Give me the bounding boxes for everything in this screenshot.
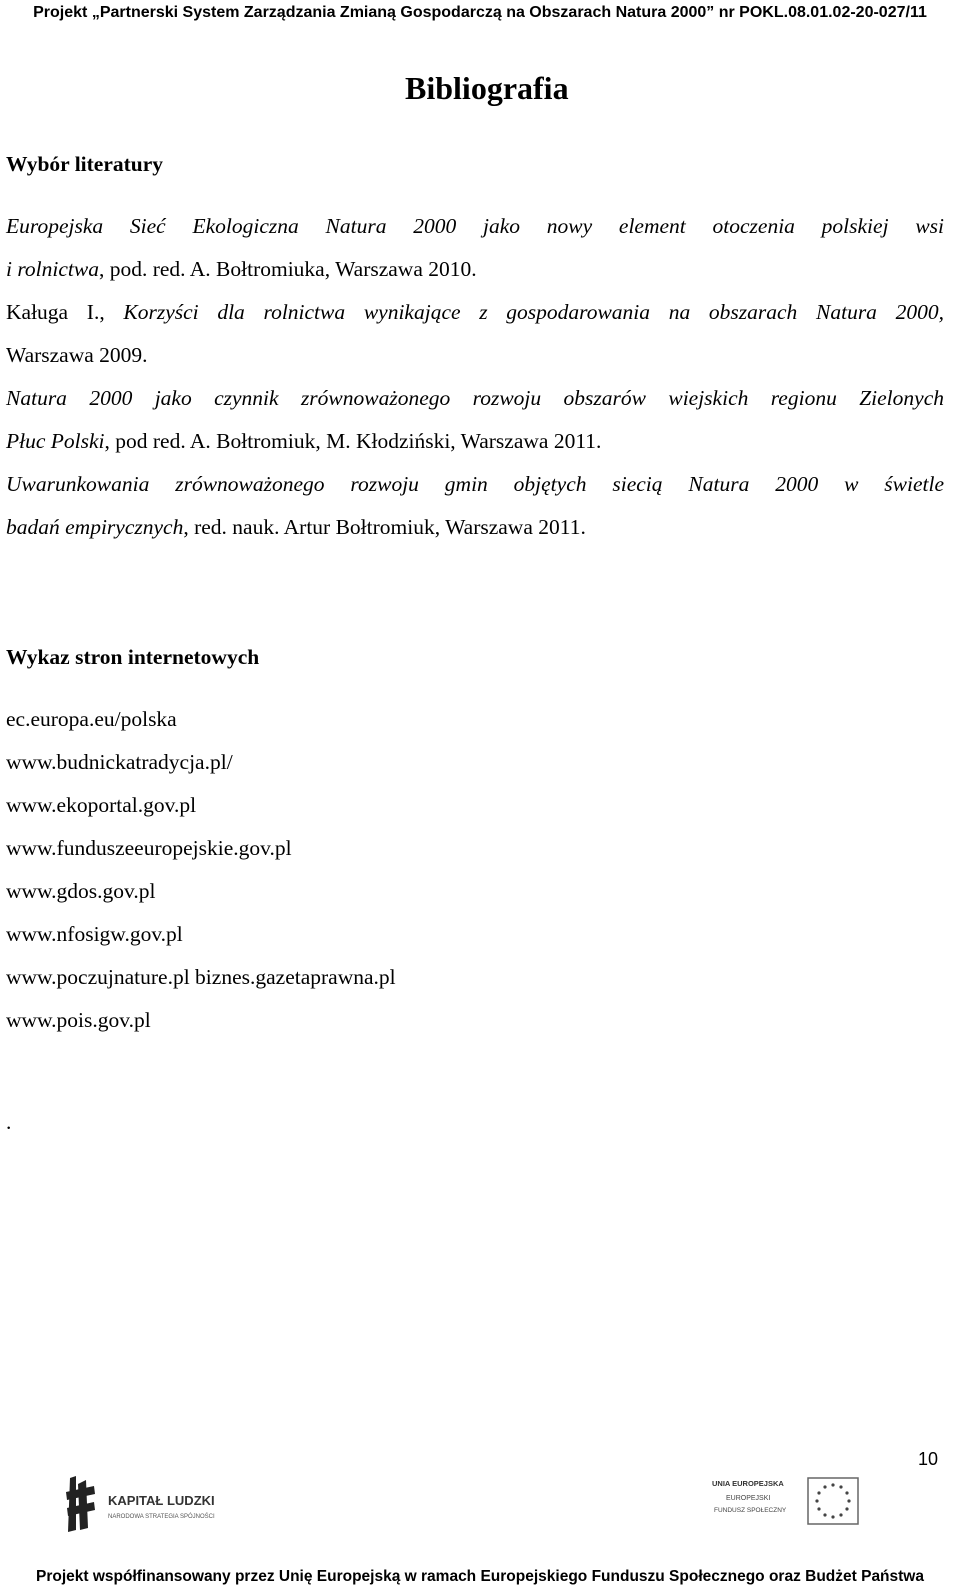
literature-entry-3-publisher: , pod red. A. Bołtromiuk, M. Kłodziński, Warszawa 2011.	[104, 429, 602, 453]
kapital-ludzki-logo	[64, 1472, 244, 1534]
website-item: www.pois.gov.pl	[6, 1008, 151, 1032]
literature-entry-2-title: Korzyści dla rolnictwa wynikające z gospodarowania na obszarach Natura 2000,	[123, 300, 944, 324]
page-title: Bibliografia	[405, 70, 569, 106]
literature-entry-4-publisher: , red. nauk. Artur Bołtromiuk, Warszawa 2011.	[183, 515, 586, 539]
stray-dot: .	[6, 1110, 12, 1134]
logo-right-line-2: EUROPEJSKI	[726, 1495, 771, 1502]
website-item: www.budnickatradycja.pl/	[6, 750, 233, 774]
website-item: www.gdos.gov.pl	[6, 879, 156, 903]
website-item: www.nfosigw.gov.pl	[6, 922, 183, 946]
websites-heading: Wykaz stron internetowych	[6, 645, 260, 669]
page-number: 10	[918, 1449, 939, 1469]
website-item: www.poczujnature.pl biznes.gazetaprawna.pl	[6, 965, 396, 989]
literature-entry-3-line-1: Natura 2000 jako czynnik zrównoważonego rozwoju obszarów wiejskich regionu Zielonych	[6, 386, 944, 410]
website-item: ec.europa.eu/polska	[6, 707, 177, 731]
literature-heading: Wybór literatury	[6, 152, 164, 176]
literature-entry-2-line-1	[6, 300, 944, 325]
logo-left-name: KAPITAŁ LUDZKI	[108, 1493, 215, 1508]
literature-entry-3-title-end: Płuc Polski	[6, 429, 105, 453]
literature-entry-3-line-2	[6, 429, 601, 454]
logo-right-line-1: UNIA EUROPEJSKA	[712, 1479, 784, 1488]
website-item: www.funduszeeuropejskie.gov.pl	[6, 836, 292, 860]
literature-entry-4-line-2	[6, 515, 586, 540]
literature-entry-2-author: Kaługa I.,	[6, 300, 124, 324]
running-header: Projekt „Partnerski System Zarządzania Zmianą Gospodarczą na Obszarach Natura 2000” nr POKL.08.01.02-20-027/11	[33, 4, 927, 21]
literature-entry-4-line-1: Uwarunkowania zrównoważonego rozwoju gmin objętych siecią Natura 2000 w świetle	[6, 472, 944, 496]
literature-entry-1-publisher: , pod. red. A. Bołtromiuka, Warszawa 2010.	[98, 257, 477, 281]
footer-text: Projekt współfinansowany przez Unię Europejską w ramach Europejskiego Funduszu Społecznego oraz Budżet Państwa	[36, 1568, 924, 1585]
literature-entry-1-line-2	[6, 257, 477, 282]
website-item: www.ekoportal.gov.pl	[6, 793, 197, 817]
logo-left-sub: NARODOWA STRATEGIA SPÓJNOŚCI	[108, 1514, 215, 1520]
literature-entry-4-title-end: badań empirycznych	[6, 515, 184, 539]
logo-right-line-3: FUNDUSZ SPOŁECZNY	[714, 1507, 787, 1514]
literature-entry-1-title-end: i rolnictwa	[6, 257, 99, 281]
literature-entry-1-line-1: Europejska Sieć Ekologiczna Natura 2000 jako nowy element otoczenia polskiej wsi	[6, 214, 944, 238]
eu-efs-logo	[712, 1474, 862, 1528]
literature-entry-2-line-2: Warszawa 2009.	[6, 343, 148, 367]
